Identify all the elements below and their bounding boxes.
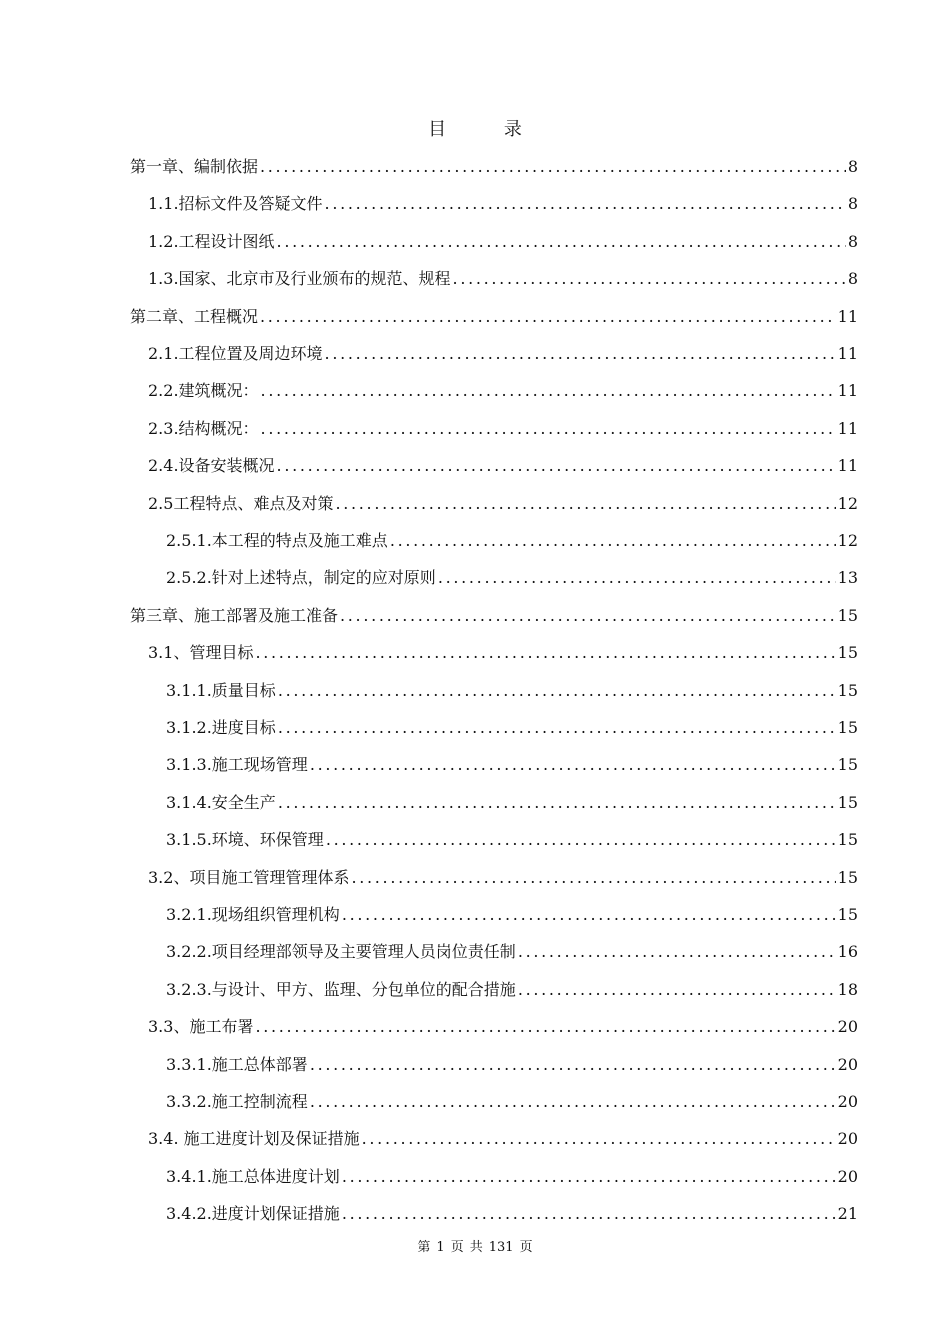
toc-dot-leader <box>362 1129 836 1149</box>
toc-entry-label: 2.5工程特点、难点及对策 <box>148 493 334 513</box>
toc-entry[interactable] <box>166 559 858 596</box>
toc-dot-leader <box>260 307 836 327</box>
toc-entry-label: 2.2.建筑概况： <box>148 380 259 400</box>
toc-dot-leader <box>342 1204 836 1224</box>
toc-dot-leader <box>261 381 836 401</box>
toc-dot-leader <box>310 1092 836 1112</box>
toc-entry-label: 3.4.1.施工总体进度计划 <box>166 1166 340 1186</box>
toc-dot-leader <box>310 1055 836 1075</box>
toc-entry-page-number: 12 <box>837 493 858 513</box>
toc-entry-page-number: 20 <box>837 1054 858 1074</box>
toc-entry[interactable] <box>166 522 858 559</box>
toc-dot-leader <box>261 419 836 439</box>
toc-entry-page-number: 11 <box>837 306 858 326</box>
toc-entry-page-number: 15 <box>837 904 858 924</box>
toc-dot-leader <box>260 157 846 177</box>
toc-entry-label: 2.4.设备安装概况 <box>148 455 275 475</box>
toc-dot-leader <box>278 681 836 701</box>
toc-entry[interactable] <box>166 1195 858 1232</box>
toc-dot-leader <box>310 755 836 775</box>
toc-entry[interactable] <box>166 784 858 821</box>
footer-page-word: 页 <box>450 1240 464 1255</box>
toc-entry-page-number: 21 <box>837 1203 858 1223</box>
toc-title: 目 录 <box>428 119 548 140</box>
toc-entry-label: 第二章、工程概况 <box>130 306 259 326</box>
toc-entry[interactable] <box>130 298 858 335</box>
toc-entry-label: 2.5.2.针对上述特点，制定的应对原则 <box>166 567 436 587</box>
toc-entry-page-number: 18 <box>837 979 858 999</box>
toc-dot-leader <box>340 606 836 626</box>
toc-dot-leader <box>278 718 836 738</box>
toc-entry-label: 3.4.2.进度计划保证措施 <box>166 1203 340 1223</box>
toc-entry-page-number: 15 <box>837 680 858 700</box>
footer-total-word: 共 <box>469 1240 483 1255</box>
toc-dot-leader <box>453 269 846 289</box>
toc-entry-label: 3.2.2.项目经理部领导及主要管理人员岗位责任制 <box>166 941 516 961</box>
toc-entry-label: 2.5.1.本工程的特点及施工难点 <box>166 530 388 550</box>
toc-dot-leader <box>342 905 836 925</box>
toc-entry[interactable] <box>148 260 858 297</box>
toc-entry[interactable] <box>148 1008 858 1045</box>
footer-suffix: 页 <box>519 1240 533 1255</box>
toc-entry-label: 3.3、施工布署 <box>148 1016 254 1036</box>
toc-entry[interactable] <box>148 223 858 260</box>
toc-entry-label: 1.3.国家、北京市及行业颁布的规范、规程 <box>148 268 451 288</box>
toc-entry[interactable] <box>166 971 858 1008</box>
toc-entry-label: 3.2.1.现场组织管理机构 <box>166 904 340 924</box>
toc-entry[interactable] <box>166 821 858 858</box>
toc-entry[interactable] <box>166 896 858 933</box>
toc-dot-leader <box>518 980 836 1000</box>
toc-entry-label: 2.1.工程位置及周边环境 <box>148 343 323 363</box>
toc-entry-label: 3.1、管理目标 <box>148 642 254 662</box>
toc-entry-page-number: 16 <box>837 941 858 961</box>
toc-entry-label: 3.1.1.质量目标 <box>166 680 276 700</box>
toc-entry[interactable] <box>148 859 858 896</box>
toc-entry[interactable] <box>148 335 858 372</box>
toc-entry-page-number: 15 <box>837 829 858 849</box>
toc-entry[interactable] <box>148 634 858 671</box>
toc-entry-label: 3.3.2.施工控制流程 <box>166 1091 308 1111</box>
toc-dot-leader <box>277 456 836 476</box>
toc-entry[interactable] <box>148 410 858 447</box>
toc-entry[interactable] <box>166 1046 858 1083</box>
toc-entry[interactable] <box>148 485 858 522</box>
toc-entry-label: 3.2.3.与设计、甲方、监理、分包单位的配合措施 <box>166 979 516 999</box>
toc-entry-label: 3.3.1.施工总体部署 <box>166 1054 308 1074</box>
toc-entry[interactable] <box>148 447 858 484</box>
toc-entry[interactable] <box>166 933 858 970</box>
toc-dot-leader <box>438 568 836 588</box>
toc-entry-label: 3.4. 施工进度计划及保证措施 <box>148 1128 360 1148</box>
toc-entry-page-number: 15 <box>837 605 858 625</box>
toc-entry-page-number: 11 <box>837 380 858 400</box>
toc-entry-label: 2.3.结构概况： <box>148 418 259 438</box>
toc-entry[interactable] <box>148 1120 858 1157</box>
toc-entry[interactable] <box>130 148 858 185</box>
toc-entry[interactable] <box>148 185 858 222</box>
toc-dot-leader <box>342 1167 836 1187</box>
toc-entry-label: 1.2.工程设计图纸 <box>148 231 275 251</box>
toc-entry[interactable] <box>166 672 858 709</box>
toc-entry-label: 3.1.2.进度目标 <box>166 717 276 737</box>
toc-entry-page-number: 13 <box>837 567 858 587</box>
toc-entry-page-number: 8 <box>847 156 858 176</box>
toc-entry-page-number: 8 <box>847 268 858 288</box>
toc-entry[interactable] <box>130 597 858 634</box>
toc-dot-leader <box>326 830 836 850</box>
footer-prefix: 第 <box>417 1240 431 1255</box>
toc-entry[interactable] <box>166 709 858 746</box>
toc-entry-page-number: 15 <box>837 792 858 812</box>
toc-entry-page-number: 20 <box>837 1166 858 1186</box>
toc-dot-leader <box>351 868 835 888</box>
toc-entry-label: 3.1.5.环境、环保管理 <box>166 829 324 849</box>
toc-entry-page-number: 11 <box>837 418 858 438</box>
toc-entry-page-number: 8 <box>847 231 858 251</box>
toc-entry-page-number: 20 <box>837 1128 858 1148</box>
toc-entry-page-number: 15 <box>837 867 858 887</box>
footer-total-pages: 131 <box>488 1240 514 1255</box>
toc-entry-page-number: 11 <box>837 455 858 475</box>
toc-dot-leader <box>325 194 846 214</box>
toc-entry-page-number: 15 <box>837 642 858 662</box>
page-footer <box>0 1239 950 1257</box>
toc-entry-page-number: 15 <box>837 754 858 774</box>
toc-dot-leader <box>255 643 835 663</box>
toc-entry-label: 1.1.招标文件及答疑文件 <box>148 193 323 213</box>
toc-entry-page-number: 20 <box>837 1016 858 1036</box>
toc-dot-leader <box>390 531 836 551</box>
toc-entry-page-number: 20 <box>837 1091 858 1111</box>
toc-entry-page-number: 15 <box>837 717 858 737</box>
toc-dot-leader <box>518 942 836 962</box>
toc-entry-page-number: 11 <box>837 343 858 363</box>
toc-dot-leader <box>335 494 835 514</box>
toc-dot-leader <box>278 793 836 813</box>
toc-entry-label: 3.2、项目施工管理管理体系 <box>148 867 350 887</box>
toc-entry[interactable] <box>148 372 858 409</box>
toc-entry-label: 3.1.3.施工现场管理 <box>166 754 308 774</box>
toc-entry[interactable] <box>166 1083 858 1120</box>
toc-dot-leader <box>277 232 846 252</box>
footer-current-page: 1 <box>436 1240 445 1255</box>
toc-entry-label: 第三章、施工部署及施工准备 <box>130 605 339 625</box>
toc-dot-leader <box>255 1017 835 1037</box>
toc-entry-label: 第一章、编制依据 <box>130 156 259 176</box>
toc-entry[interactable] <box>166 1158 858 1195</box>
toc-entry-page-number: 8 <box>847 193 858 213</box>
toc-entry-page-number: 12 <box>837 530 858 550</box>
toc-dot-leader <box>325 344 836 364</box>
toc-entry[interactable] <box>166 746 858 783</box>
toc-entry-label: 3.1.4.安全生产 <box>166 792 276 812</box>
